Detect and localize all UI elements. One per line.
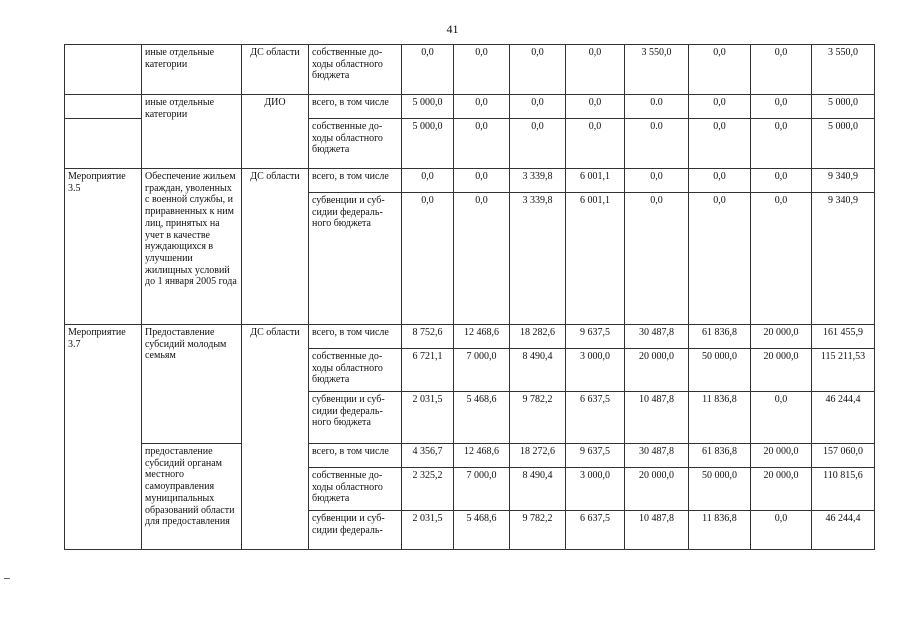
value-cell: 0,0 [454, 95, 510, 119]
value-cell: 0,0 [566, 45, 625, 95]
value-cell: 20 000,0 [751, 325, 812, 349]
value-cell: 3 339,8 [510, 193, 566, 325]
value-cell: 20 000,0 [751, 349, 812, 392]
value-cell: 10 487,8 [625, 392, 689, 444]
value-cell: 0,0 [689, 95, 751, 119]
value-cell: 5 468,6 [454, 511, 510, 550]
value-cell: 0,0 [689, 169, 751, 193]
value-cell: 20 000,0 [751, 444, 812, 468]
executor-cell: ДИО [242, 95, 309, 169]
value-cell: 2 031,5 [402, 511, 454, 550]
value-cell: 0,0 [454, 119, 510, 169]
value-cell: 9 782,2 [510, 511, 566, 550]
value-cell: 157 060,0 [812, 444, 875, 468]
executor-cell: ДС области [242, 45, 309, 95]
funding-source-cell: всего, в том числе [309, 444, 402, 468]
funding-source-cell: собственные до- ходы областного бюджета [309, 349, 402, 392]
table-row [65, 45, 875, 95]
value-cell: 6 721,1 [402, 349, 454, 392]
value-cell: 0,0 [625, 193, 689, 325]
value-cell: 6 637,5 [566, 511, 625, 550]
funding-source-cell: всего, в том числе [309, 325, 402, 349]
measure-name-cell: иные отдельные категории [142, 45, 242, 95]
table-row [65, 95, 875, 119]
value-cell: 0,0 [454, 45, 510, 95]
value-cell: 9 340,9 [812, 193, 875, 325]
measure-name-cell: предоставление субсидий органам местного самоуправления муниципальных образований области для предоставления [142, 444, 242, 550]
executor-cell: ДС области [242, 169, 309, 325]
value-cell: 0.0 [625, 119, 689, 169]
table-row [65, 325, 875, 349]
funding-source-cell: субвенции и суб- сидии федераль- [309, 511, 402, 550]
value-cell: 7 000,0 [454, 349, 510, 392]
value-cell: 0,0 [751, 119, 812, 169]
value-cell: 9 637,5 [566, 325, 625, 349]
value-cell: 0,0 [689, 45, 751, 95]
value-cell: 8 490,4 [510, 468, 566, 511]
value-cell: 20 000,0 [625, 349, 689, 392]
value-cell: 10 487,8 [625, 511, 689, 550]
value-cell: 18 282,6 [510, 325, 566, 349]
value-cell: 6 637,5 [566, 392, 625, 444]
measure-name-cell: иные отдельные категории [142, 95, 242, 169]
margin-mark [4, 578, 10, 579]
executor-cell: ДС области [242, 325, 309, 550]
value-cell: 0,0 [625, 169, 689, 193]
value-cell: 0,0 [751, 511, 812, 550]
value-cell: 161 455,9 [812, 325, 875, 349]
funding-source-cell: собственные до- ходы областного бюджета [309, 45, 402, 95]
value-cell: 9 782,2 [510, 392, 566, 444]
funding-source-cell: всего, в том числе [309, 95, 402, 119]
value-cell: 0,0 [510, 119, 566, 169]
value-cell: 3 000,0 [566, 349, 625, 392]
value-cell: 46 244,4 [812, 392, 875, 444]
value-cell: 0,0 [751, 95, 812, 119]
value-cell: 12 468,6 [454, 325, 510, 349]
value-cell: 0,0 [402, 193, 454, 325]
value-cell: 0,0 [751, 193, 812, 325]
value-cell: 61 836,8 [689, 325, 751, 349]
measure-name-cell: Предоставление субсидий молодым семьям [142, 325, 242, 444]
funding-source-cell: собственные до- ходы областного бюджета [309, 468, 402, 511]
value-cell: 0,0 [751, 45, 812, 95]
value-cell: 5 000,0 [812, 119, 875, 169]
value-cell: 110 815,6 [812, 468, 875, 511]
budget-table [64, 44, 875, 550]
value-cell: 3 000,0 [566, 468, 625, 511]
value-cell: 0.0 [625, 95, 689, 119]
value-cell: 2 325,2 [402, 468, 454, 511]
value-cell: 2 031,5 [402, 392, 454, 444]
value-cell: 8 490,4 [510, 349, 566, 392]
value-cell: 4 356,7 [402, 444, 454, 468]
measure-cell [65, 119, 142, 169]
value-cell: 0,0 [510, 95, 566, 119]
funding-source-cell: субвенции и суб- сидии федераль- ного бюджета [309, 193, 402, 325]
value-cell: 0,0 [566, 95, 625, 119]
value-cell: 5 468,6 [454, 392, 510, 444]
value-cell: 3 550,0 [625, 45, 689, 95]
table-row [65, 444, 875, 468]
value-cell: 20 000,0 [625, 468, 689, 511]
value-cell: 20 000,0 [751, 468, 812, 511]
value-cell: 7 000,0 [454, 468, 510, 511]
value-cell: 0,0 [689, 193, 751, 325]
measure-number-cell: Мероприятие 3.7 [65, 325, 142, 550]
value-cell: 0,0 [402, 169, 454, 193]
value-cell: 0,0 [751, 392, 812, 444]
funding-source-cell: собственные до- ходы областного бюджета [309, 119, 402, 169]
value-cell: 0,0 [689, 119, 751, 169]
value-cell: 0,0 [510, 45, 566, 95]
value-cell: 9 637,5 [566, 444, 625, 468]
value-cell: 18 272,6 [510, 444, 566, 468]
value-cell: 6 001,1 [566, 169, 625, 193]
measure-name-cell: Обеспечение жильем граждан, уволенных с военной службы, и приравненных к ним лиц, принятых на учет в качестве нуждающихся в улучшении жилищных условий до 1 января 2005 года [142, 169, 242, 325]
value-cell: 30 487,8 [625, 444, 689, 468]
value-cell: 50 000,0 [689, 468, 751, 511]
value-cell: 0,0 [454, 169, 510, 193]
value-cell: 115 211,53 [812, 349, 875, 392]
value-cell: 6 001,1 [566, 193, 625, 325]
funding-source-cell: всего, в том числе [309, 169, 402, 193]
funding-source-cell: субвенции и суб- сидии федераль- ного бюджета [309, 392, 402, 444]
value-cell: 0,0 [751, 169, 812, 193]
value-cell: 3 339,8 [510, 169, 566, 193]
value-cell: 0,0 [402, 45, 454, 95]
measure-cell [65, 95, 142, 119]
table-row [65, 169, 875, 193]
value-cell: 8 752,6 [402, 325, 454, 349]
measure-cell [65, 45, 142, 95]
value-cell: 9 340,9 [812, 169, 875, 193]
value-cell: 3 550,0 [812, 45, 875, 95]
value-cell: 11 836,8 [689, 392, 751, 444]
page-number: 41 [446, 22, 459, 36]
value-cell: 0,0 [454, 193, 510, 325]
value-cell: 30 487,8 [625, 325, 689, 349]
measure-number-cell: Мероприятие 3.5 [65, 169, 142, 325]
value-cell: 46 244,4 [812, 511, 875, 550]
value-cell: 5 000,0 [812, 95, 875, 119]
value-cell: 0,0 [566, 119, 625, 169]
value-cell: 5 000,0 [402, 95, 454, 119]
value-cell: 11 836,8 [689, 511, 751, 550]
value-cell: 12 468,6 [454, 444, 510, 468]
value-cell: 5 000,0 [402, 119, 454, 169]
value-cell: 61 836,8 [689, 444, 751, 468]
value-cell: 50 000,0 [689, 349, 751, 392]
